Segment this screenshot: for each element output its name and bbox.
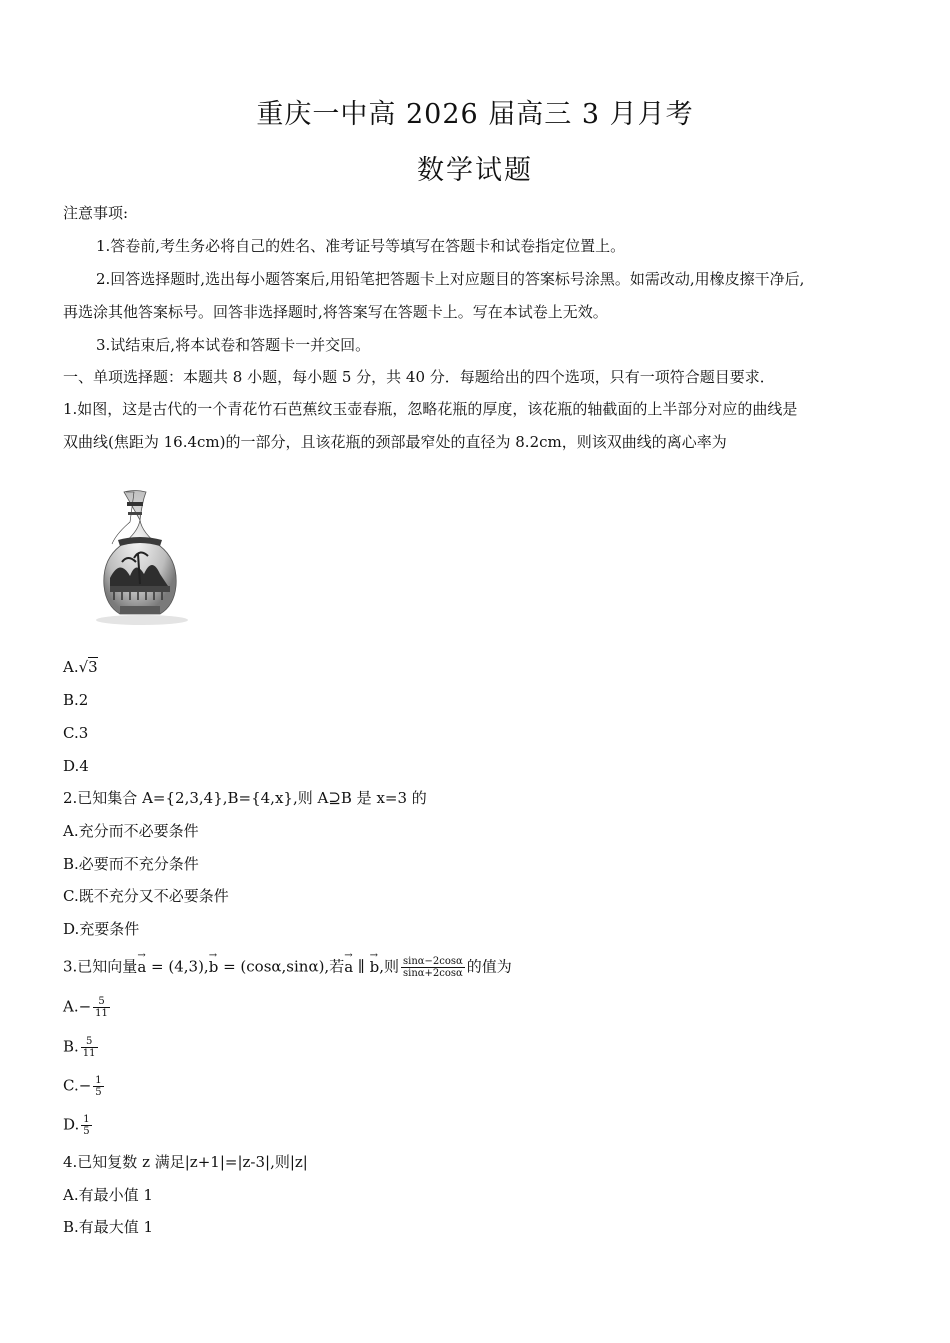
q4-option-b[interactable]: B.有最大值 1 (63, 1218, 154, 1236)
q3-eq-a: = (4,3), (146, 957, 209, 976)
q4-stem: 4.已知复数 z 满足|z+1|=|z-3|,则|z| (63, 1153, 308, 1171)
q1-option-a-label: A. (63, 658, 79, 676)
q3-fraction-num: sinα−2cosα (403, 956, 463, 967)
exam-title: 重庆一中高 2026 届高三 3 月月考 (256, 99, 694, 130)
q1-option-d[interactable]: D.4 (63, 757, 89, 775)
q2-option-d[interactable]: D.充要条件 (63, 920, 140, 938)
vector-a-cond: → a (344, 957, 353, 977)
q1-option-a[interactable] (63, 657, 98, 677)
q3-stem-suffix: 的值为 (466, 957, 512, 976)
q1-stem-line2: 双曲线(焦距为 16.4cm)的一部分，且该花瓶的颈部最窄处的直径为 8.2cm，则该双曲线的离心率为 (63, 433, 727, 451)
q3-eq-b: = (cosα,sinα),若 (218, 957, 345, 976)
q3-stem (63, 956, 512, 979)
q3-option-d-den: 5 (83, 1126, 90, 1137)
parallel-symbol: ∥ (353, 957, 370, 976)
q3-option-d-label: D. (63, 1115, 80, 1134)
q3-option-c-label: C.− (63, 1076, 92, 1095)
vase-image (80, 488, 190, 628)
sqrt-symbol: √3 (78, 658, 98, 676)
q1-option-c[interactable]: C.3 (63, 724, 89, 742)
q3-stem-prefix: 3.已知向量 (63, 957, 138, 976)
q1-option-a-radicand: 3 (88, 658, 98, 676)
notice-item-2: 2.回答选择题时,选出每小题答案后,用铅笔把答题卡上对应题目的答案标号涂黑。如需改动,用橡皮擦干净后, (96, 270, 805, 288)
q2-stem: 2.已知集合 A={2,3,4},B={4,x},则 A⊇B 是 x=3 的 (63, 789, 427, 807)
q3-fraction (401, 956, 465, 979)
q3-option-c-den: 5 (95, 1087, 102, 1098)
q3-option-d-num: 1 (83, 1114, 90, 1125)
vector-a: → a (137, 957, 146, 977)
q3-option-c[interactable] (63, 1075, 106, 1098)
q3-option-b-num: 5 (81, 1036, 98, 1048)
q3-option-b[interactable] (63, 1036, 100, 1059)
notice-item-1: 1.答卷前,考生务必将自己的姓名、准考证号等填写在答题卡和试卷指定位置上。 (96, 237, 626, 255)
q1-stem-line1: 1.如图，这是古代的一个青花竹石芭蕉纹玉壶春瓶，忽略花瓶的厚度，该花瓶的轴截面的上半部分对应的曲线是 (63, 400, 798, 418)
vector-b: → b (209, 957, 219, 977)
q3-option-d[interactable] (63, 1114, 94, 1137)
q3-option-b-den: 11 (82, 1048, 96, 1059)
q3-option-a-label: A.− (63, 997, 92, 1016)
q3-option-a-den: 11 (95, 1008, 108, 1019)
notice-heading: 注意事项: (63, 204, 129, 222)
notice-item-2-cont: 再选涂其他答案标号。回答非选择题时,将答案写在答题卡上。写在本试卷上无效。 (63, 303, 608, 321)
vector-b-cond: → b (370, 957, 380, 977)
q2-option-b[interactable]: B.必要而不充分条件 (63, 855, 199, 873)
q3-option-b-frac (81, 1036, 98, 1059)
q2-option-c[interactable]: C.既不充分又不必要条件 (63, 887, 229, 905)
notice-item-3: 3.试结束后,将本试卷和答题卡一并交回。 (96, 336, 371, 354)
q2-option-a[interactable]: A.充分而不必要条件 (63, 822, 199, 840)
q3-option-b-label: B. (63, 1037, 79, 1056)
q3-option-a[interactable] (63, 996, 112, 1019)
q3-fraction-den: sinα+2cosα (403, 968, 463, 979)
exam-subtitle: 数学试题 (417, 155, 533, 186)
q3-option-a-num: 5 (93, 996, 110, 1008)
q3-option-c-frac (93, 1075, 103, 1098)
q3-option-c-num: 1 (95, 1075, 102, 1086)
section-heading: 一、单项选择题：本题共 8 小题，每小题 5 分，共 40 分．每题给出的四个选项，只有一项符合题目要求． (63, 368, 775, 386)
q4-option-a[interactable]: A.有最小值 1 (63, 1186, 153, 1204)
q3-then: ,则 (379, 957, 400, 976)
q3-option-d-frac (81, 1114, 91, 1137)
q1-option-b[interactable]: B.2 (63, 691, 89, 709)
q3-option-a-frac (93, 996, 110, 1019)
